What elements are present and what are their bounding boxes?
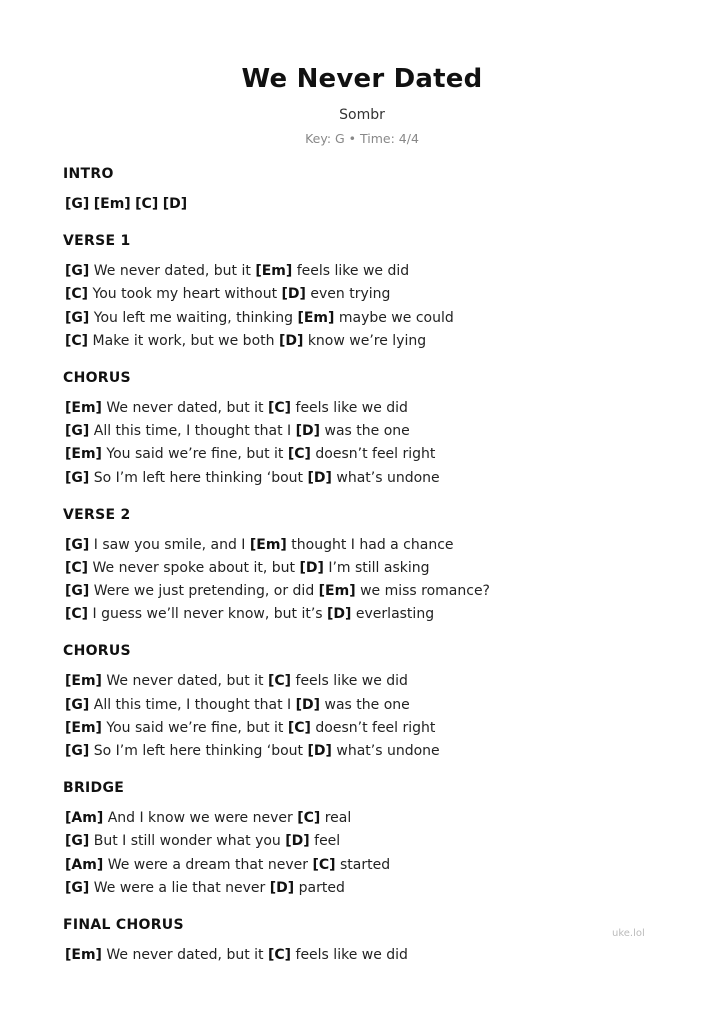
lyric-text: feels like we did xyxy=(295,946,408,963)
lyric-text: we miss romance? xyxy=(360,583,490,600)
lyric-text: I saw you smile, and I xyxy=(93,536,246,553)
lyric-text: And I know we were never xyxy=(107,810,293,827)
chord: [D] xyxy=(327,606,352,623)
lyric-line xyxy=(65,330,663,353)
chord: [D] xyxy=(295,696,321,713)
chord: [C] xyxy=(65,606,89,623)
lyric-text: Make it work, but we both xyxy=(92,332,275,349)
lyric-line xyxy=(65,397,663,420)
lyric-line xyxy=(65,877,663,900)
section-heading: CHORUS xyxy=(63,643,131,660)
chord: [D] xyxy=(285,833,310,850)
lyric-text: thought I had a chance xyxy=(291,536,454,553)
lyric-text: We were a dream that never xyxy=(107,856,309,873)
chord: [G] xyxy=(65,309,90,326)
chord: [Em] xyxy=(65,673,102,690)
lyric-line xyxy=(65,420,663,443)
lyric-text: feel xyxy=(314,833,341,850)
section-lines xyxy=(63,670,663,763)
lyric-line xyxy=(65,807,663,830)
lyric-text: maybe we could xyxy=(338,309,454,326)
lyric-text: We never dated, but it xyxy=(106,673,264,690)
chord: [Em] xyxy=(65,399,102,416)
chord: [C] xyxy=(65,332,89,349)
chord: [Em] xyxy=(255,263,293,280)
chord: [G] xyxy=(65,833,90,850)
section-lines xyxy=(63,397,663,490)
section-lines xyxy=(63,534,663,627)
chord: [G] xyxy=(65,583,90,600)
lyric-line xyxy=(65,603,663,626)
chord: [C] xyxy=(135,196,159,212)
chord: [D] xyxy=(299,559,324,576)
lyric-text: We never dated, but it xyxy=(93,263,251,280)
song-title: We Never Dated xyxy=(241,64,483,94)
chord: [Em] xyxy=(297,309,335,326)
chord: [Em] xyxy=(249,536,287,553)
lyric-line xyxy=(65,854,663,877)
lyric-text: real xyxy=(324,810,352,827)
lyric-text: So I’m left here thinking ‘bout xyxy=(93,743,304,759)
song-section xyxy=(63,640,663,763)
song-section xyxy=(63,504,663,627)
lyric-text: But I still wonder what you xyxy=(93,833,281,850)
lyric-text: All this time, I thought that I xyxy=(93,696,292,713)
lyric-line xyxy=(65,694,663,717)
lyric-line xyxy=(65,534,663,557)
chord: [D] xyxy=(295,423,321,440)
lyric-text: feels like we did xyxy=(295,673,408,690)
chord: [D] xyxy=(307,469,332,486)
lyric-text: We never spoke about it, but xyxy=(92,559,295,576)
song-section xyxy=(63,163,663,216)
lyric-text: parted xyxy=(298,879,345,896)
lyric-text: even trying xyxy=(310,286,391,303)
lyric-text: doesn’t feel right xyxy=(315,446,436,463)
lyric-text: All this time, I thought that I xyxy=(93,423,292,440)
lyric-line xyxy=(65,830,663,853)
lyric-text: We never dated, but it xyxy=(106,946,264,963)
section-heading: VERSE 1 xyxy=(63,233,131,250)
chord: [Em] xyxy=(65,719,102,736)
song-body xyxy=(63,163,663,981)
chord: [C] xyxy=(287,719,311,736)
lyric-line xyxy=(65,443,663,466)
watermark: uke.lol xyxy=(612,928,645,939)
lyric-text: everlasting xyxy=(355,606,435,623)
chord: [Em] xyxy=(93,196,131,212)
chord: [Am] xyxy=(65,810,104,827)
lyric-text: You said we’re fine, but it xyxy=(106,719,284,736)
section-heading: BRIDGE xyxy=(63,780,125,797)
lyric-line xyxy=(65,944,663,967)
chord: [C] xyxy=(267,399,292,416)
chord: [G] xyxy=(65,196,90,212)
lyric-text: Were we just pretending, or did xyxy=(93,583,315,600)
section-heading: VERSE 2 xyxy=(63,506,131,523)
lyric-text: feels like we did xyxy=(295,399,408,416)
section-heading: INTRO xyxy=(63,166,114,182)
lyric-text: what’s undone xyxy=(336,469,440,486)
lyric-text: So I’m left here thinking ‘bout xyxy=(93,469,304,486)
chord: [G] xyxy=(65,536,90,553)
chord: [G] xyxy=(65,263,90,280)
lyric-line xyxy=(65,193,663,216)
lyric-text: We were a lie that never xyxy=(93,879,266,896)
lyric-text: We never dated, but it xyxy=(106,399,264,416)
lyric-text: was the one xyxy=(324,696,410,713)
song-section xyxy=(63,367,663,490)
chord: [D] xyxy=(307,743,332,759)
chord: [C] xyxy=(312,856,336,873)
section-lines xyxy=(63,944,663,967)
lyric-text: was the one xyxy=(324,423,410,440)
chord: [Em] xyxy=(65,446,102,463)
chord: [G] xyxy=(65,469,90,486)
chord: [C] xyxy=(65,286,89,303)
artist-name: Sombr xyxy=(339,107,385,123)
chord: [Em] xyxy=(318,583,356,600)
chord: [D] xyxy=(269,879,295,896)
lyric-text: feels like we did xyxy=(296,263,410,280)
section-lines xyxy=(63,193,663,216)
lyric-text: doesn’t feel right xyxy=(315,719,436,736)
lyric-text: I’m still asking xyxy=(328,559,430,576)
lyric-line xyxy=(65,467,663,490)
chord: [D] xyxy=(281,286,306,303)
section-lines xyxy=(63,260,663,353)
chord: [C] xyxy=(267,946,292,963)
chord: [D] xyxy=(162,196,188,212)
section-heading: CHORUS xyxy=(63,369,131,386)
chord: [D] xyxy=(278,332,304,349)
lyric-text: know we’re lying xyxy=(307,332,427,349)
lyric-text: what’s undone xyxy=(336,743,440,759)
song-meta: Key: G • Time: 4/4 xyxy=(305,131,419,146)
chord: [G] xyxy=(65,879,90,896)
chord: [C] xyxy=(65,559,89,576)
song-section xyxy=(63,914,663,967)
lyric-line xyxy=(65,670,663,693)
lyric-text: I guess we’ll never know, but it’s xyxy=(92,606,323,623)
chord: [C] xyxy=(287,446,311,463)
song-section xyxy=(63,230,663,353)
chord: [G] xyxy=(65,743,90,759)
chord: [G] xyxy=(65,423,90,440)
lyric-text: You took my heart without xyxy=(92,286,278,303)
lyric-line xyxy=(65,307,663,330)
lyric-text: started xyxy=(340,856,391,873)
lyric-line xyxy=(65,283,663,306)
song-section xyxy=(63,777,663,900)
lyric-text: You left me waiting, thinking xyxy=(93,309,293,326)
section-heading: FINAL CHORUS xyxy=(63,916,184,933)
lyric-line xyxy=(65,717,663,740)
chord: [C] xyxy=(297,810,321,827)
chord: [C] xyxy=(267,673,292,690)
chord: [Am] xyxy=(65,856,104,873)
lyric-line xyxy=(65,580,663,603)
chord: [Em] xyxy=(65,946,102,963)
lyric-line xyxy=(65,557,663,580)
lyric-text: You said we’re fine, but it xyxy=(106,446,284,463)
lyric-line xyxy=(65,260,663,283)
chord: [G] xyxy=(65,696,90,713)
lyric-line xyxy=(65,740,663,763)
section-lines xyxy=(63,807,663,900)
